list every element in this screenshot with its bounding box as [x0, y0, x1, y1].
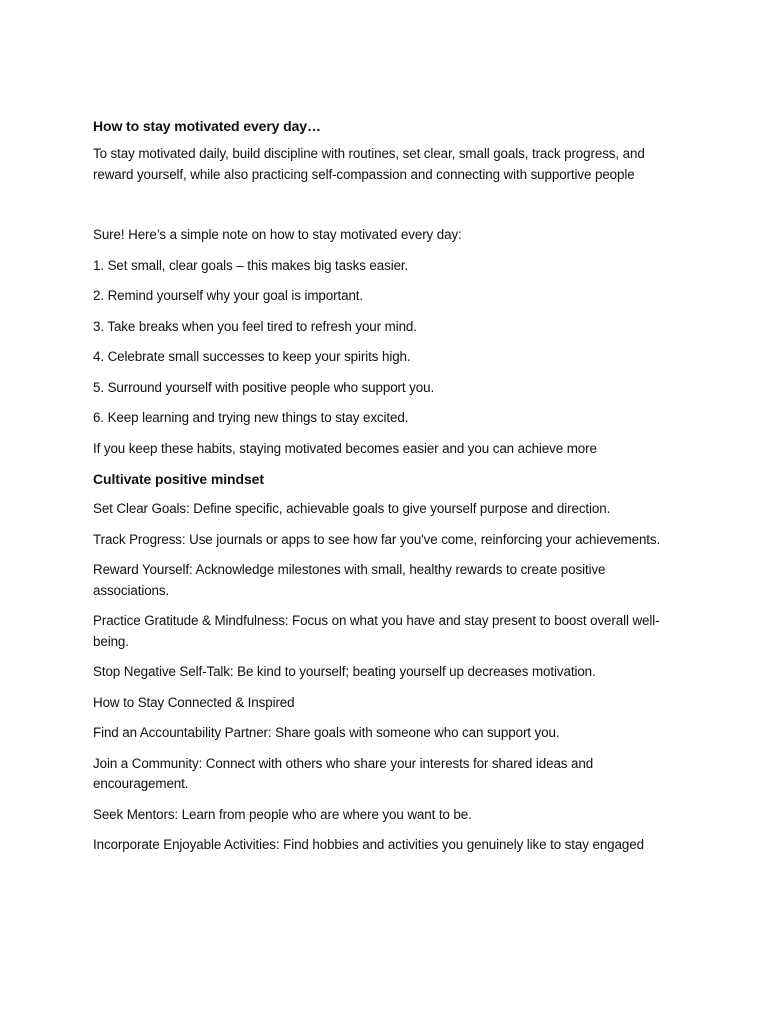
mindset-item: Track Progress: Use journals or apps to see how far you've come, reinforcing your achievements. [93, 531, 661, 547]
step-item: 3. Take breaks when you feel tired to refresh your mind. [93, 318, 417, 334]
mindset-item: Set Clear Goals: Define specific, achievable goals to give yourself purpose and direction. [93, 501, 611, 516]
connected-heading: How to Stay Connected & Inspired [93, 694, 295, 710]
mindset-item: Stop Negative Self-Talk: Be kind to yourself; beating yourself up decreases motivation. [93, 664, 596, 679]
step-item: 6. Keep learning and trying new things to stay excited. [93, 410, 409, 425]
document-body [93, 116, 673, 866]
intro-paragraph: To stay motivated daily, build discipline with routines, set clear, small goals, track progress, and reward yourself, while also practicing self-compassion and connecting with supportive people [93, 146, 645, 182]
mindset-item: Practice Gratitude & Mindfulness: Focus on what you have and stay present to boost overall well-being. [93, 613, 660, 649]
connected-item: Seek Mentors: Learn from people who are where you want to be. [93, 806, 472, 822]
conclusion-paragraph: If you keep these habits, staying motivated becomes easier and you can achieve more [93, 440, 597, 456]
connected-item: Find an Accountability Partner: Share goals with someone who can support you. [93, 725, 560, 740]
mindset-item: Reward Yourself: Acknowledge milestones with small, healthy rewards to create positive associations. [93, 562, 606, 598]
step-item: 4. Celebrate small successes to keep your spirits high. [93, 349, 411, 364]
section-heading-mindset: Cultivate positive mindset [93, 471, 264, 487]
document-title: How to stay motivated every day… [93, 118, 321, 134]
connected-item: Join a Community: Connect with others who share your interests for shared ideas and encouragement. [93, 755, 594, 791]
step-item: 1. Set small, clear goals – this makes big tasks easier. [93, 257, 409, 273]
note-intro: Sure! Here’s a simple note on how to stay motivated every day: [93, 227, 462, 242]
step-item: 5. Surround yourself with positive people who support you. [93, 379, 435, 395]
step-item: 2. Remind yourself why your goal is important. [93, 288, 364, 303]
connected-item: Incorporate Enjoyable Activities: Find hobbies and activities you genuinely like to stay engaged [93, 837, 644, 852]
